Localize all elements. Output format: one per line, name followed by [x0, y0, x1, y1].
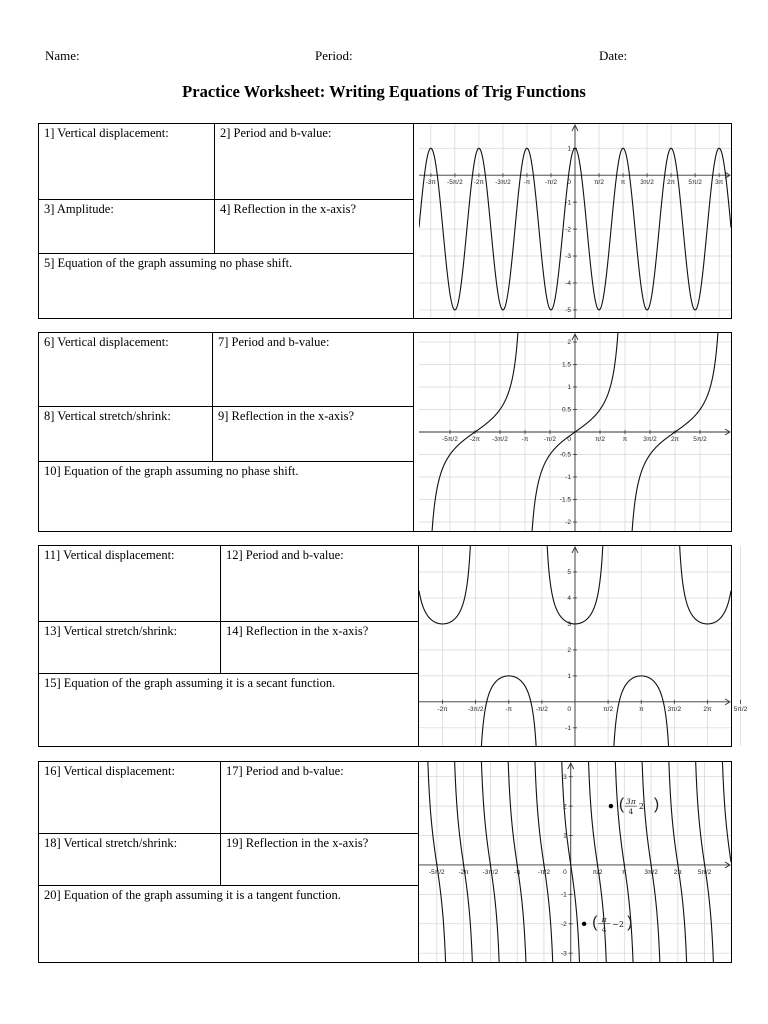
worksheet-title: Practice Worksheet: Writing Equations of Trig Functions — [182, 82, 586, 101]
x-tick-label: 2π — [670, 436, 680, 443]
function-graph — [419, 333, 731, 531]
y-tick-label: 1 — [567, 673, 571, 681]
y-tick-label: -1.5 — [559, 496, 571, 504]
graph-panel — [419, 546, 748, 746]
question-cell[interactable]: 14] Reflection in the x-axis? — [221, 622, 419, 674]
x-tick-label: -2π — [458, 868, 469, 876]
x-tick-label: -2π — [437, 705, 448, 713]
x-tick-label: 3π/2 — [667, 705, 682, 713]
origin-label: 0 — [563, 868, 567, 876]
x-tick-label: π/2 — [595, 436, 605, 443]
x-tick-label: -3π/2 — [482, 868, 499, 876]
point-numerator: π — [601, 914, 607, 924]
question-cell[interactable]: 10] Equation of the graph assuming no phase shift. — [39, 462, 414, 531]
x-tick-label: π/2 — [594, 179, 604, 187]
x-tick-label: -π — [513, 868, 521, 876]
question-cell[interactable]: 8] Vertical stretch/shrink: — [39, 407, 213, 462]
problem-box-3 — [38, 545, 748, 747]
point-denominator: 4 — [628, 807, 634, 817]
x-tick-label: -3π/2 — [467, 705, 484, 713]
question-cell[interactable]: 9] Reflection in the x-axis? — [213, 407, 414, 462]
x-tick-label: -π/2 — [535, 705, 548, 713]
paren-right: ) — [627, 913, 633, 931]
x-tick-label: -5π/2 — [447, 179, 463, 187]
marked-point — [609, 804, 613, 808]
origin-label: 0 — [567, 436, 571, 443]
origin-label: 0 — [567, 179, 571, 187]
origin-label: 0 — [567, 705, 571, 713]
x-tick-label: 5π/2 — [697, 868, 712, 876]
y-tick-label: -1 — [565, 199, 571, 207]
x-tick-label: π/2 — [592, 868, 603, 876]
y-tick-label: 0.5 — [561, 406, 571, 414]
y-tick-label: -2 — [565, 226, 571, 234]
question-cell[interactable]: 17] Period and b-value: — [221, 762, 419, 834]
x-tick-label: -5π/2 — [442, 436, 458, 443]
x-tick-label: -2π — [473, 179, 485, 187]
x-tick-label: -π — [505, 705, 513, 713]
question-cell[interactable]: 19] Reflection in the x-axis? — [221, 834, 419, 886]
function-graph — [419, 124, 731, 318]
x-tick-label: -π/2 — [543, 436, 557, 443]
x-tick-label: -π — [523, 179, 531, 187]
question-cell[interactable]: 2] Period and b-value: — [215, 124, 414, 200]
graph-panel — [419, 333, 731, 531]
y-tick-label: -2 — [560, 920, 567, 928]
x-tick-label: 2π — [673, 868, 682, 876]
question-cell[interactable]: 16] Vertical displacement: — [39, 762, 221, 834]
y-tick-label: -2 — [565, 519, 571, 527]
y-tick-label: 2 — [563, 803, 567, 811]
graph-panel — [419, 762, 731, 962]
x-tick-label: 3π — [715, 179, 724, 187]
x-tick-label: -3π — [425, 179, 436, 187]
paren-left: ( — [618, 796, 625, 814]
x-tick-label: 5π/2 — [733, 705, 748, 713]
x-tick-label: -5π/2 — [428, 868, 445, 876]
paren-right: ) — [653, 796, 660, 814]
question-cell[interactable]: 15] Equation of the graph assuming it is a secant function. — [39, 674, 419, 746]
y-tick-label: -5 — [565, 307, 571, 315]
x-tick-label: 3π/2 — [643, 436, 657, 443]
x-tick-label: -2π — [469, 436, 481, 443]
x-tick-label: -π — [521, 436, 529, 443]
point-numerator: 3π — [626, 797, 636, 807]
question-cell[interactable]: 13] Vertical stretch/shrink: — [39, 622, 221, 674]
x-tick-label: 2π — [667, 179, 676, 187]
question-cell[interactable]: 1] Vertical displacement: — [39, 124, 215, 200]
question-cell[interactable]: 6] Vertical displacement: — [39, 333, 213, 407]
name-label: Name: — [45, 48, 80, 63]
problem-box-1 — [38, 123, 732, 319]
y-tick-label: 1.5 — [561, 361, 571, 369]
y-tick-label: -3 — [560, 950, 567, 958]
problem-box-2 — [38, 332, 732, 532]
y-tick-label: -4 — [565, 280, 571, 288]
question-cell[interactable]: 12] Period and b-value: — [221, 546, 419, 622]
question-cell[interactable]: 18] Vertical stretch/shrink: — [39, 834, 221, 886]
y-tick-label: 4 — [567, 595, 571, 603]
question-cell[interactable]: 20] Equation of the graph assuming it is a tangent function. — [39, 886, 419, 962]
x-tick-label: 2π — [703, 705, 712, 713]
x-tick-label: -3π/2 — [492, 436, 508, 443]
function-graph — [419, 546, 748, 746]
y-tick-label: 2 — [567, 339, 571, 347]
question-cell[interactable]: 4] Reflection in the x-axis? — [215, 200, 414, 254]
y-tick-label: -0.5 — [559, 451, 571, 459]
x-tick-label: π — [622, 868, 627, 876]
y-tick-label: 3 — [567, 621, 571, 629]
x-tick-label: π — [622, 436, 628, 443]
point-y-value: −2 — [612, 919, 624, 929]
y-tick-label: 1 — [567, 145, 571, 153]
y-tick-label: 1 — [567, 384, 571, 392]
function-graph — [419, 762, 731, 962]
x-tick-label: π/2 — [603, 705, 614, 713]
x-tick-label: π — [638, 705, 644, 713]
x-tick-label: -3π/2 — [495, 179, 511, 187]
question-cell[interactable]: 7] Period and b-value: — [213, 333, 414, 407]
date-label: Date: — [599, 48, 628, 63]
y-tick-label: 1 — [563, 832, 567, 840]
graph-panel — [419, 124, 731, 318]
y-tick-label: 2 — [567, 647, 571, 655]
marked-point — [582, 922, 586, 926]
y-tick-label: -1 — [560, 891, 567, 899]
x-tick-label: -π/2 — [537, 868, 550, 876]
y-tick-label: -1 — [565, 474, 571, 482]
y-tick-label: 3 — [563, 773, 567, 781]
x-tick-label: 5π/2 — [693, 436, 707, 443]
point-denominator: 4 — [601, 924, 607, 934]
x-tick-label: 3π/2 — [640, 179, 654, 187]
x-tick-label: π — [620, 179, 626, 187]
x-tick-label: 5π/2 — [688, 179, 702, 187]
y-tick-label: -1 — [565, 725, 571, 733]
period-label: Period: — [315, 48, 353, 63]
question-cell[interactable]: 11] Vertical displacement: — [39, 546, 221, 622]
x-tick-label: 3π/2 — [644, 868, 658, 876]
point-y-value: 2 — [638, 802, 645, 812]
paren-left: ( — [592, 913, 598, 931]
x-tick-label: -π/2 — [544, 179, 558, 187]
question-cell[interactable]: 3] Amplitude: — [39, 200, 215, 254]
problem-box-4 — [38, 761, 732, 963]
y-tick-label: -3 — [565, 253, 571, 261]
question-cell[interactable]: 5] Equation of the graph assuming no phase shift. — [39, 254, 414, 318]
y-tick-label: 5 — [567, 569, 571, 577]
